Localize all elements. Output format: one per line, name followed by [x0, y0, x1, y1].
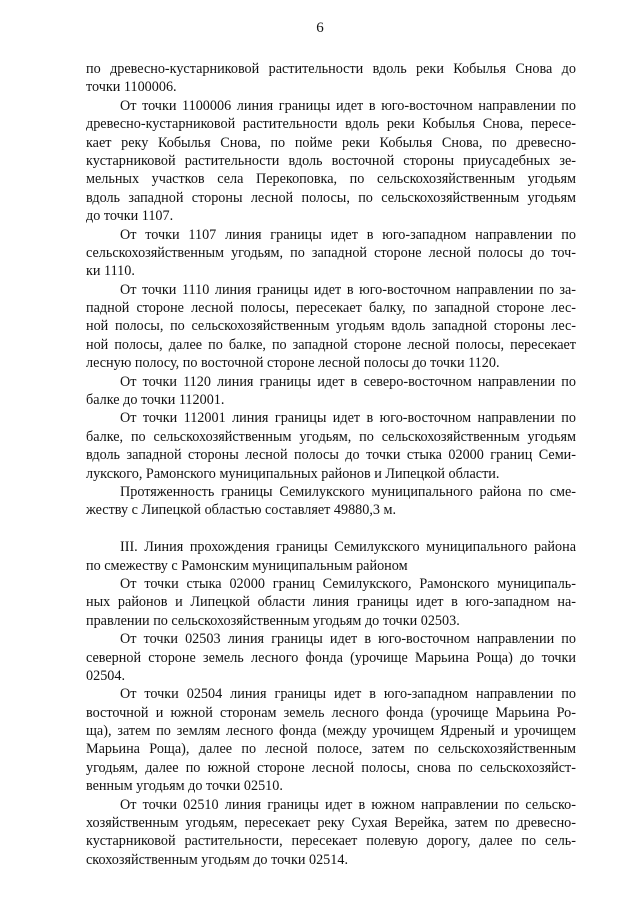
- paragraph-line: ки 1110.: [86, 263, 135, 280]
- section-spacer: [86, 520, 576, 538]
- paragraph-line: до точки 1107.: [86, 208, 174, 225]
- paragraph-line: по древесно-кустарниковой растительности вдоль реки Кобылья Снова до: [86, 61, 576, 77]
- paragraph-line: кустарниковой растительности, пересекает полевую дорогу, далее по сель-: [86, 833, 576, 850]
- paragraph-line: От точки 112001 линия границы идет в юго-восточном направлении по: [120, 410, 576, 427]
- paragraph-line: древесно-кустарниковой растительности вдоль реки Кобылья Снова, пересе-: [86, 116, 576, 133]
- paragraph-line: лукского, Рамонского муниципальных районов и Липецкой области.: [86, 465, 500, 482]
- section-heading: [86, 538, 576, 575]
- page-number: 6: [316, 20, 324, 36]
- paragraph-line: кает реку Кобылья Снова, по пойме реки Кобылья Снова, по древесно-: [86, 134, 576, 151]
- document-body: [86, 60, 576, 869]
- paragraph: [86, 281, 576, 373]
- paragraph-line: Протяженность границы Семилукского муниципального района по сме-: [120, 483, 576, 500]
- paragraph-line: хозяйственным угодьям, пересекает реку Сухая Верейка, затем по древесно-: [86, 815, 576, 832]
- paragraph-line: От точки 02504 линия границы идет в юго-западном направлении по: [120, 686, 576, 703]
- paragraph: [86, 60, 576, 97]
- paragraph-line: От точки 1110 линия границы идет в юго-восточном направлении по за-: [120, 281, 576, 298]
- paragraph-line: вдоль западной стороны лесной полосы, по сельскохозяйственным угодьям: [86, 189, 576, 206]
- section-paragraphs: [86, 575, 576, 869]
- paragraph: [86, 97, 576, 226]
- paragraph-line: ной полосы, по сельскохозяйственным угодьям вдоль западной стороны лес-: [86, 318, 576, 335]
- paragraph-line: ной полосы, далее по балке, по западной стороне лесной полосы, пересекает: [86, 336, 576, 353]
- paragraph-line: мельных участков села Перекоповка, по сельскохозяйственным угодьям: [86, 171, 576, 188]
- paragraph-line: От точки 1100006 линия границы идет в юго-восточном направлении по: [120, 97, 576, 114]
- paragraph: [86, 226, 576, 281]
- paragraph: [86, 796, 576, 870]
- paragraph: [86, 685, 576, 795]
- paragraph-line: венным угодьям до точки 02510.: [86, 778, 283, 795]
- paragraph-line: балке, по сельскохозяйственным угодьям, по сельскохозяйственным угодьям: [86, 428, 576, 445]
- paragraph-line: От точки 1120 линия границы идет в северо-восточном направлении по: [120, 373, 576, 390]
- paragraph-line: точки 1100006.: [86, 79, 177, 96]
- paragraph-line: ных районов и Липецкой области линия границы идет в юго-западном на-: [86, 594, 576, 611]
- paragraph-line: От точки 02503 линия границы идет в юго-восточном направлении по: [120, 631, 576, 648]
- paragraph-line: ща), затем по землям лесного фонда (между урочищем Ядреный и урочищем: [86, 723, 576, 740]
- paragraph-line: балке до точки 112001.: [86, 392, 225, 409]
- paragraph: [86, 373, 576, 410]
- paragraph-line: угодьям, далее по южной стороне лесной полосы, снова по сельскохозяйст-: [86, 759, 576, 776]
- paragraph-line: лесную полосу, по восточной стороне лесной полосы до точки 1120.: [86, 355, 500, 372]
- paragraph-line: падной стороне лесной полосы, пересекает балку, по западной стороне лес-: [86, 300, 576, 317]
- border-description-paragraphs: [86, 60, 576, 520]
- paragraph-line: сельскохозяйственным угодьям, по западной стороне лесной полосы до точ-: [86, 244, 576, 261]
- paragraph: [86, 630, 576, 685]
- paragraph-line: скохозяйственным угодьям до точки 02514.: [86, 851, 348, 868]
- paragraph-line: От точки стыка 02000 границ Семилукского, Рамонского муниципаль-: [120, 575, 576, 592]
- paragraph-line: северной стороне земель лесного фонда (урочище Марьина Роща) до точки: [86, 649, 576, 666]
- section-heading-line: III. Линия прохождения границы Семилукского муниципального района: [120, 539, 576, 556]
- paragraph-line: жеству с Липецкой областью составляет 49880,3 м.: [86, 502, 397, 519]
- paragraph-line: От точки 1107 линия границы идет в юго-западном направлении по: [120, 226, 576, 243]
- paragraph-line: Марьина Роща), далее по лесной полосе, затем по сельскохозяйственным: [86, 741, 576, 758]
- paragraph-line: правлении по сельскохозяйственным угодьям до точки 02503.: [86, 612, 460, 629]
- paragraph-line: От точки 02510 линия границы идет в южном направлении по сельско-: [120, 796, 576, 813]
- paragraph-line: восточной и южной сторонам земель лесного фонда (урочище Марьина Ро-: [86, 704, 576, 721]
- paragraph: [86, 409, 576, 483]
- paragraph-line: вдоль западной стороны лесной полосы до точки стыка 02000 границ Семи-: [86, 447, 576, 464]
- section-heading-line: по смежеству с Рамонским муниципальным районом: [86, 557, 408, 574]
- paragraph: [86, 483, 576, 520]
- paragraph-line: 02504.: [86, 667, 126, 684]
- paragraph-line: кустарниковой растительности вдоль восточной стороны приусадебных зе-: [86, 152, 576, 169]
- paragraph: [86, 575, 576, 630]
